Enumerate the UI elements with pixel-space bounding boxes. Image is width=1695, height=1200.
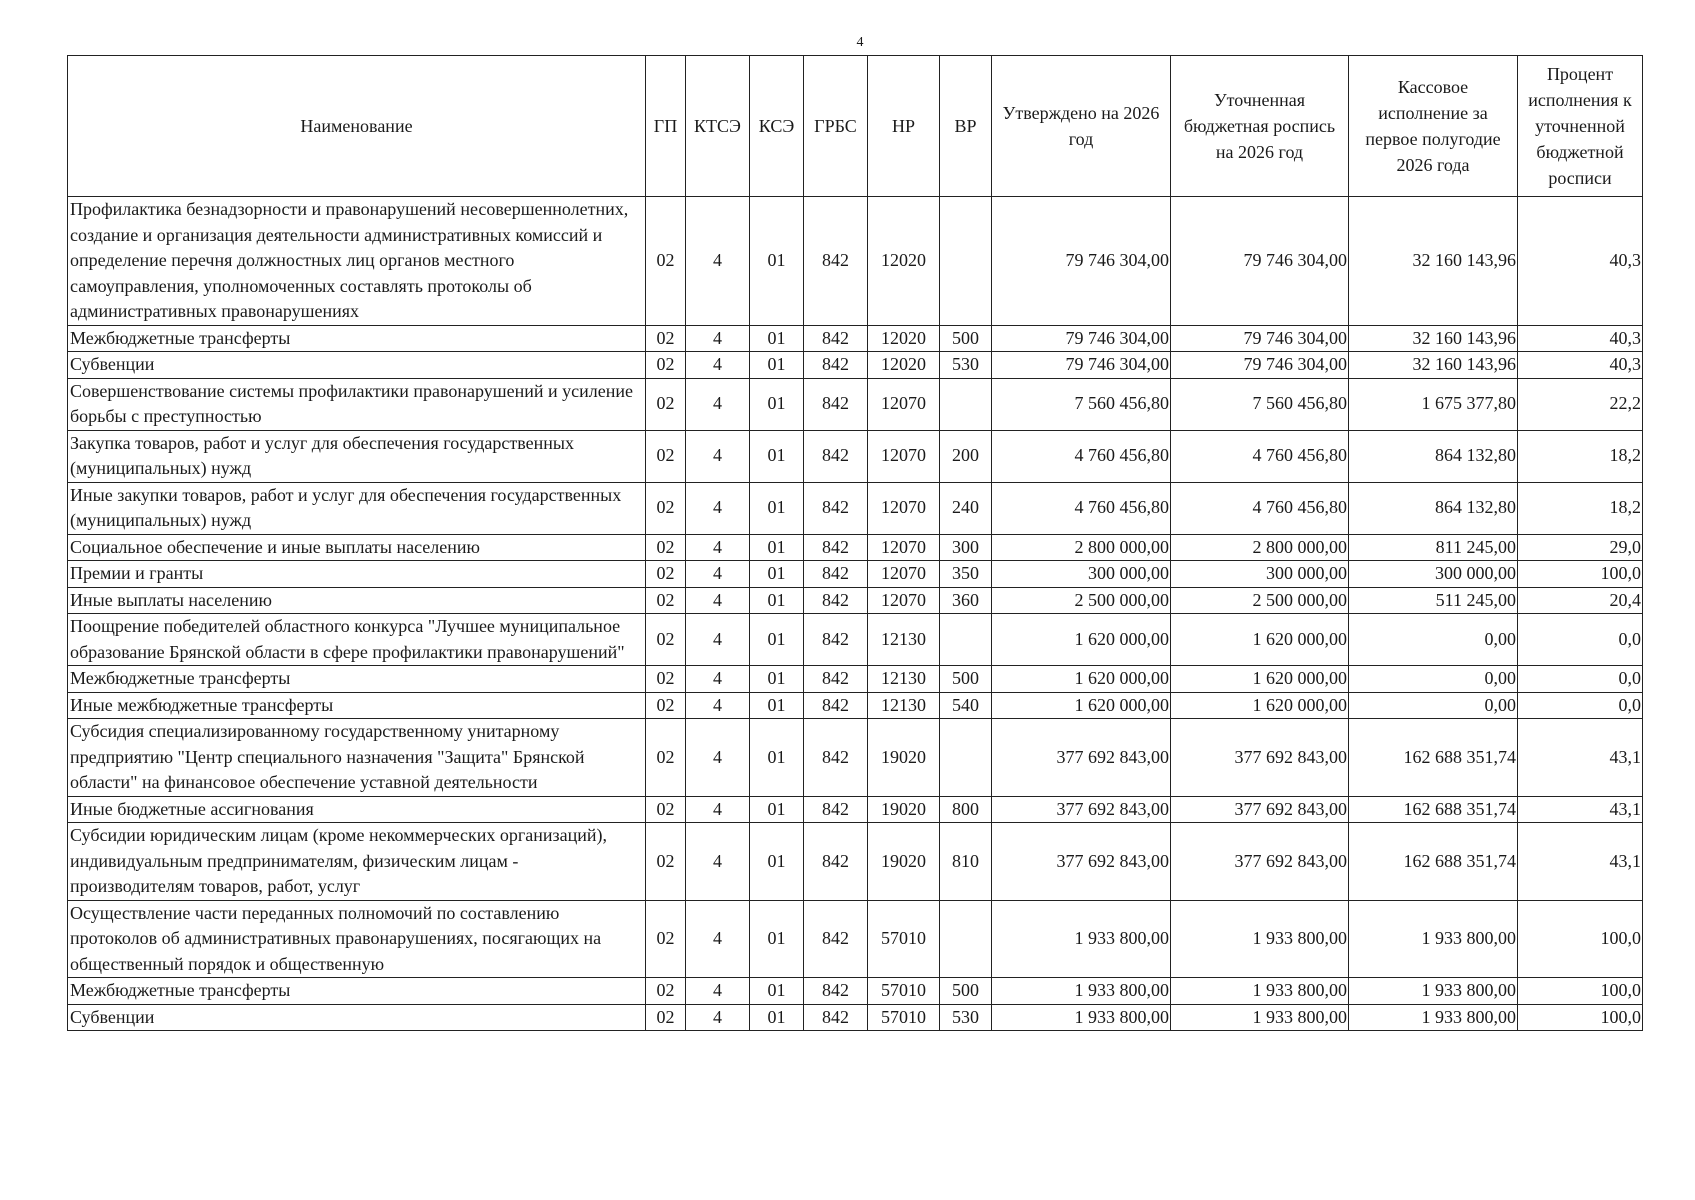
cell-refined: 4 760 456,80 bbox=[1171, 430, 1349, 482]
cell-refined: 377 692 843,00 bbox=[1171, 796, 1349, 823]
cell-cash: 511 245,00 bbox=[1349, 587, 1518, 614]
cell-vr: 530 bbox=[940, 352, 992, 379]
cell-gp: 02 bbox=[646, 561, 686, 588]
cell-vr: 350 bbox=[940, 561, 992, 588]
cell-approved: 7 560 456,80 bbox=[992, 378, 1171, 430]
cell-nr: 12130 bbox=[868, 666, 940, 693]
header-gp: ГП bbox=[646, 56, 686, 197]
cell-grbs: 842 bbox=[804, 430, 868, 482]
cell-name: Профилактика безнадзорности и правонарушений несовершеннолетних, создание и организация деятельности административных комиссий и определение перечня должностных лиц органов местного самоуправления, уполномоченных составлять протоколы об административных правонарушениях bbox=[68, 197, 646, 326]
table-row bbox=[68, 352, 1643, 379]
cell-approved: 4 760 456,80 bbox=[992, 482, 1171, 534]
cell-ktse: 4 bbox=[686, 614, 750, 666]
cell-percent: 43,1 bbox=[1518, 823, 1643, 901]
cell-grbs: 842 bbox=[804, 614, 868, 666]
cell-percent: 29,0 bbox=[1518, 534, 1643, 561]
cell-gp: 02 bbox=[646, 666, 686, 693]
cell-name: Премии и гранты bbox=[68, 561, 646, 588]
cell-gp: 02 bbox=[646, 796, 686, 823]
cell-approved: 1 620 000,00 bbox=[992, 666, 1171, 693]
cell-nr: 19020 bbox=[868, 823, 940, 901]
cell-gp: 02 bbox=[646, 430, 686, 482]
cell-nr: 19020 bbox=[868, 796, 940, 823]
cell-nr: 12070 bbox=[868, 378, 940, 430]
cell-ktse: 4 bbox=[686, 978, 750, 1005]
cell-grbs: 842 bbox=[804, 900, 868, 978]
cell-kse: 01 bbox=[750, 796, 804, 823]
cell-ktse: 4 bbox=[686, 666, 750, 693]
cell-name: Социальное обеспечение и иные выплаты населению bbox=[68, 534, 646, 561]
cell-vr: 540 bbox=[940, 692, 992, 719]
cell-name: Иные бюджетные ассигнования bbox=[68, 796, 646, 823]
header-ktse: КТСЭ bbox=[686, 56, 750, 197]
cell-ktse: 4 bbox=[686, 482, 750, 534]
cell-vr bbox=[940, 614, 992, 666]
cell-kse: 01 bbox=[750, 325, 804, 352]
cell-ktse: 4 bbox=[686, 561, 750, 588]
cell-gp: 02 bbox=[646, 900, 686, 978]
cell-kse: 01 bbox=[750, 900, 804, 978]
cell-refined: 2 800 000,00 bbox=[1171, 534, 1349, 561]
cell-percent: 0,0 bbox=[1518, 692, 1643, 719]
cell-nr: 12070 bbox=[868, 561, 940, 588]
cell-name: Осуществление части переданных полномочий по составлению протоколов об административных правонарушениях, посягающих на общественный порядок и общественную bbox=[68, 900, 646, 978]
cell-cash: 32 160 143,96 bbox=[1349, 352, 1518, 379]
cell-ktse: 4 bbox=[686, 823, 750, 901]
cell-refined: 1 620 000,00 bbox=[1171, 666, 1349, 693]
cell-grbs: 842 bbox=[804, 482, 868, 534]
cell-name: Поощрение победителей областного конкурса "Лучшее муниципальное образование Брянской области в сфере профилактики правонарушений" bbox=[68, 614, 646, 666]
cell-ktse: 4 bbox=[686, 430, 750, 482]
cell-cash: 0,00 bbox=[1349, 666, 1518, 693]
cell-cash: 1 675 377,80 bbox=[1349, 378, 1518, 430]
header-nr: НР bbox=[868, 56, 940, 197]
cell-refined: 79 746 304,00 bbox=[1171, 197, 1349, 326]
cell-approved: 79 746 304,00 bbox=[992, 325, 1171, 352]
cell-kse: 01 bbox=[750, 666, 804, 693]
budget-table bbox=[67, 55, 1643, 1031]
cell-name: Иные закупки товаров, работ и услуг для обеспечения государственных (муниципальных) нужд bbox=[68, 482, 646, 534]
cell-grbs: 842 bbox=[804, 978, 868, 1005]
table-row bbox=[68, 719, 1643, 797]
cell-percent: 40,3 bbox=[1518, 352, 1643, 379]
cell-name: Межбюджетные трансферты bbox=[68, 666, 646, 693]
cell-cash: 162 688 351,74 bbox=[1349, 719, 1518, 797]
header-refined: Уточненная бюджетная роспись на 2026 год bbox=[1171, 56, 1349, 197]
table-row bbox=[68, 796, 1643, 823]
cell-percent: 0,0 bbox=[1518, 614, 1643, 666]
cell-refined: 300 000,00 bbox=[1171, 561, 1349, 588]
cell-approved: 2 800 000,00 bbox=[992, 534, 1171, 561]
page-number: 4 bbox=[856, 35, 864, 50]
cell-gp: 02 bbox=[646, 823, 686, 901]
cell-kse: 01 bbox=[750, 719, 804, 797]
cell-vr: 500 bbox=[940, 325, 992, 352]
cell-kse: 01 bbox=[750, 482, 804, 534]
cell-approved: 2 500 000,00 bbox=[992, 587, 1171, 614]
table-row bbox=[68, 692, 1643, 719]
cell-approved: 377 692 843,00 bbox=[992, 796, 1171, 823]
cell-gp: 02 bbox=[646, 587, 686, 614]
cell-vr bbox=[940, 900, 992, 978]
cell-name: Иные межбюджетные трансферты bbox=[68, 692, 646, 719]
cell-gp: 02 bbox=[646, 1004, 686, 1031]
cell-grbs: 842 bbox=[804, 534, 868, 561]
cell-cash: 811 245,00 bbox=[1349, 534, 1518, 561]
cell-vr: 500 bbox=[940, 666, 992, 693]
cell-kse: 01 bbox=[750, 534, 804, 561]
cell-refined: 79 746 304,00 bbox=[1171, 352, 1349, 379]
cell-approved: 1 933 800,00 bbox=[992, 978, 1171, 1005]
cell-percent: 40,3 bbox=[1518, 197, 1643, 326]
cell-ktse: 4 bbox=[686, 692, 750, 719]
cell-grbs: 842 bbox=[804, 692, 868, 719]
cell-percent: 18,2 bbox=[1518, 482, 1643, 534]
cell-gp: 02 bbox=[646, 482, 686, 534]
header-cash: Кассовое исполнение за первое полугодие 2026 года bbox=[1349, 56, 1518, 197]
cell-name: Закупка товаров, работ и услуг для обеспечения государственных (муниципальных) нужд bbox=[68, 430, 646, 482]
table-row bbox=[68, 1004, 1643, 1031]
cell-approved: 79 746 304,00 bbox=[992, 352, 1171, 379]
cell-percent: 100,0 bbox=[1518, 900, 1643, 978]
cell-refined: 4 760 456,80 bbox=[1171, 482, 1349, 534]
table-row bbox=[68, 325, 1643, 352]
table-row bbox=[68, 666, 1643, 693]
cell-kse: 01 bbox=[750, 692, 804, 719]
cell-ktse: 4 bbox=[686, 719, 750, 797]
cell-nr: 12020 bbox=[868, 325, 940, 352]
cell-approved: 79 746 304,00 bbox=[992, 197, 1171, 326]
cell-name: Субвенции bbox=[68, 1004, 646, 1031]
cell-refined: 377 692 843,00 bbox=[1171, 719, 1349, 797]
cell-vr bbox=[940, 719, 992, 797]
cell-ktse: 4 bbox=[686, 796, 750, 823]
cell-vr: 810 bbox=[940, 823, 992, 901]
cell-refined: 2 500 000,00 bbox=[1171, 587, 1349, 614]
cell-refined: 1 933 800,00 bbox=[1171, 978, 1349, 1005]
cell-kse: 01 bbox=[750, 430, 804, 482]
cell-grbs: 842 bbox=[804, 666, 868, 693]
cell-ktse: 4 bbox=[686, 534, 750, 561]
cell-percent: 100,0 bbox=[1518, 978, 1643, 1005]
cell-percent: 100,0 bbox=[1518, 561, 1643, 588]
cell-cash: 1 933 800,00 bbox=[1349, 1004, 1518, 1031]
cell-refined: 7 560 456,80 bbox=[1171, 378, 1349, 430]
cell-cash: 0,00 bbox=[1349, 614, 1518, 666]
cell-cash: 162 688 351,74 bbox=[1349, 796, 1518, 823]
cell-approved: 377 692 843,00 bbox=[992, 719, 1171, 797]
cell-name: Межбюджетные трансферты bbox=[68, 325, 646, 352]
cell-kse: 01 bbox=[750, 614, 804, 666]
table-row bbox=[68, 534, 1643, 561]
cell-ktse: 4 bbox=[686, 378, 750, 430]
cell-vr bbox=[940, 197, 992, 326]
cell-nr: 12070 bbox=[868, 534, 940, 561]
table-row bbox=[68, 900, 1643, 978]
cell-percent: 0,0 bbox=[1518, 666, 1643, 693]
cell-cash: 864 132,80 bbox=[1349, 482, 1518, 534]
cell-nr: 12070 bbox=[868, 587, 940, 614]
cell-refined: 1 620 000,00 bbox=[1171, 614, 1349, 666]
header-vr: ВР bbox=[940, 56, 992, 197]
cell-gp: 02 bbox=[646, 197, 686, 326]
cell-nr: 19020 bbox=[868, 719, 940, 797]
cell-percent: 100,0 bbox=[1518, 1004, 1643, 1031]
table-row bbox=[68, 378, 1643, 430]
cell-nr: 12130 bbox=[868, 692, 940, 719]
cell-name: Иные выплаты населению bbox=[68, 587, 646, 614]
cell-vr bbox=[940, 378, 992, 430]
cell-vr: 530 bbox=[940, 1004, 992, 1031]
cell-vr: 240 bbox=[940, 482, 992, 534]
cell-cash: 0,00 bbox=[1349, 692, 1518, 719]
cell-refined: 377 692 843,00 bbox=[1171, 823, 1349, 901]
table-row bbox=[68, 430, 1643, 482]
cell-kse: 01 bbox=[750, 352, 804, 379]
table-row bbox=[68, 561, 1643, 588]
cell-grbs: 842 bbox=[804, 719, 868, 797]
cell-cash: 1 933 800,00 bbox=[1349, 900, 1518, 978]
cell-nr: 57010 bbox=[868, 978, 940, 1005]
cell-name: Субвенции bbox=[68, 352, 646, 379]
cell-ktse: 4 bbox=[686, 900, 750, 978]
cell-cash: 300 000,00 bbox=[1349, 561, 1518, 588]
cell-cash: 32 160 143,96 bbox=[1349, 197, 1518, 326]
cell-grbs: 842 bbox=[804, 823, 868, 901]
cell-gp: 02 bbox=[646, 352, 686, 379]
cell-gp: 02 bbox=[646, 614, 686, 666]
cell-kse: 01 bbox=[750, 197, 804, 326]
cell-kse: 01 bbox=[750, 587, 804, 614]
cell-percent: 40,3 bbox=[1518, 325, 1643, 352]
cell-vr: 300 bbox=[940, 534, 992, 561]
cell-nr: 57010 bbox=[868, 1004, 940, 1031]
table-row bbox=[68, 482, 1643, 534]
header-approved: Утверждено на 2026 год bbox=[992, 56, 1171, 197]
cell-ktse: 4 bbox=[686, 197, 750, 326]
cell-gp: 02 bbox=[646, 378, 686, 430]
cell-percent: 22,2 bbox=[1518, 378, 1643, 430]
cell-percent: 18,2 bbox=[1518, 430, 1643, 482]
cell-refined: 1 620 000,00 bbox=[1171, 692, 1349, 719]
cell-kse: 01 bbox=[750, 378, 804, 430]
cell-cash: 1 933 800,00 bbox=[1349, 978, 1518, 1005]
cell-approved: 377 692 843,00 bbox=[992, 823, 1171, 901]
cell-grbs: 842 bbox=[804, 587, 868, 614]
cell-percent: 43,1 bbox=[1518, 719, 1643, 797]
cell-cash: 864 132,80 bbox=[1349, 430, 1518, 482]
cell-gp: 02 bbox=[646, 325, 686, 352]
cell-name: Субсидия специализированному государственному унитарному предприятию "Центр специального назначения "Защита" Брянской области" на финансовое обеспечение уставной деятельности bbox=[68, 719, 646, 797]
cell-nr: 57010 bbox=[868, 900, 940, 978]
cell-grbs: 842 bbox=[804, 352, 868, 379]
header-row bbox=[68, 56, 1643, 197]
header-percent: Процент исполнения к уточненной бюджетной росписи bbox=[1518, 56, 1643, 197]
cell-nr: 12020 bbox=[868, 352, 940, 379]
header-kse: КСЭ bbox=[750, 56, 804, 197]
cell-approved: 4 760 456,80 bbox=[992, 430, 1171, 482]
cell-gp: 02 bbox=[646, 534, 686, 561]
cell-approved: 1 933 800,00 bbox=[992, 1004, 1171, 1031]
cell-vr: 200 bbox=[940, 430, 992, 482]
cell-grbs: 842 bbox=[804, 1004, 868, 1031]
cell-ktse: 4 bbox=[686, 325, 750, 352]
cell-gp: 02 bbox=[646, 692, 686, 719]
cell-vr: 360 bbox=[940, 587, 992, 614]
table-row bbox=[68, 197, 1643, 326]
table-row bbox=[68, 614, 1643, 666]
cell-vr: 800 bbox=[940, 796, 992, 823]
cell-nr: 12070 bbox=[868, 482, 940, 534]
cell-cash: 32 160 143,96 bbox=[1349, 325, 1518, 352]
cell-nr: 12070 bbox=[868, 430, 940, 482]
cell-ktse: 4 bbox=[686, 587, 750, 614]
cell-approved: 300 000,00 bbox=[992, 561, 1171, 588]
cell-kse: 01 bbox=[750, 978, 804, 1005]
table-row bbox=[68, 978, 1643, 1005]
cell-approved: 1 620 000,00 bbox=[992, 614, 1171, 666]
cell-grbs: 842 bbox=[804, 325, 868, 352]
table-row bbox=[68, 587, 1643, 614]
cell-approved: 1 933 800,00 bbox=[992, 900, 1171, 978]
cell-gp: 02 bbox=[646, 719, 686, 797]
cell-percent: 43,1 bbox=[1518, 796, 1643, 823]
cell-name: Межбюджетные трансферты bbox=[68, 978, 646, 1005]
cell-kse: 01 bbox=[750, 823, 804, 901]
cell-kse: 01 bbox=[750, 1004, 804, 1031]
cell-grbs: 842 bbox=[804, 561, 868, 588]
cell-refined: 79 746 304,00 bbox=[1171, 325, 1349, 352]
header-name: Наименование bbox=[68, 56, 646, 197]
cell-refined: 1 933 800,00 bbox=[1171, 1004, 1349, 1031]
cell-grbs: 842 bbox=[804, 197, 868, 326]
cell-refined: 1 933 800,00 bbox=[1171, 900, 1349, 978]
cell-name: Субсидии юридическим лицам (кроме некоммерческих организаций), индивидуальным предпринимателям, физическим лицам - производителям товаров, работ, услуг bbox=[68, 823, 646, 901]
cell-ktse: 4 bbox=[686, 352, 750, 379]
cell-ktse: 4 bbox=[686, 1004, 750, 1031]
header-grbs: ГРБС bbox=[804, 56, 868, 197]
table-header bbox=[68, 56, 1643, 197]
cell-nr: 12020 bbox=[868, 197, 940, 326]
table-body bbox=[68, 197, 1643, 1031]
cell-gp: 02 bbox=[646, 978, 686, 1005]
cell-nr: 12130 bbox=[868, 614, 940, 666]
cell-kse: 01 bbox=[750, 561, 804, 588]
cell-grbs: 842 bbox=[804, 378, 868, 430]
table-row bbox=[68, 823, 1643, 901]
cell-grbs: 842 bbox=[804, 796, 868, 823]
cell-vr: 500 bbox=[940, 978, 992, 1005]
cell-cash: 162 688 351,74 bbox=[1349, 823, 1518, 901]
cell-name: Совершенствование системы профилактики правонарушений и усиление борьбы с преступностью bbox=[68, 378, 646, 430]
cell-approved: 1 620 000,00 bbox=[992, 692, 1171, 719]
cell-percent: 20,4 bbox=[1518, 587, 1643, 614]
